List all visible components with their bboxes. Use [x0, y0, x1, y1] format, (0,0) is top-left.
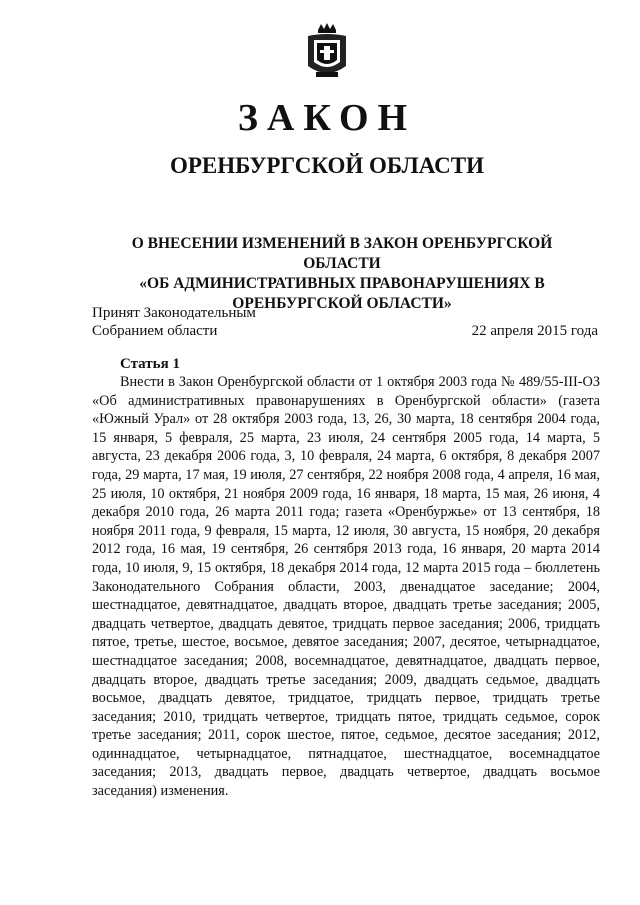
law-title: ЗАКОН: [237, 97, 417, 139]
adoption-note: [92, 304, 256, 340]
article-body: Внести в Закон Оренбургской области от 1 октября 2003 года № 489/55-III-ОЗ «Об административных правонарушениях в Оренбургской области» (газета «Южный Урал» от 28 октября 2003 года, 13, 26, 30 марта, 18 сентября 2004 года, 15 января, 5 февраля, 25 марта, 23 июля, 24 сентября 2005 года, 14 марта, 5 августа, 23 декабря 2006 года, 3, 10 февраля, 24 марта, 6 октября, 8 декабря 2007 года, 29 марта, 17 мая, 19 июля, 27 сентября, 22 ноября 2008 года, 4 апреля, 16 мая, 25 июля, 10 октября, 21 ноября 2009 года, 16 января, 18 марта, 15 мая, 26 июня, 4 декабря 2010 года, 26 марта 2011 года; газета «Оренбуржье» от 13 сентября, 18 ноября 2011 года, 9 февраля, 15 марта, 12 июля, 30 августа, 15 ноября, 20 декабря 2012 года, 16 мая, 19 сентября, 26 сентября 2013 года, 16 января, 20 марта 2014 года, 10 июля, 9, 15 октября, 18 декабря 2014 года, 12 марта 2015 года – бюллетень Законодательного Собрания области, 2003, двенадцатое заседание; 2004, шестнадцатое, девятнадцатое, двадцать второе, двадцать третье заседания; 2005, двадцать четвертое, двадцать девятое, тридцать первое заседания; 2006, тридцать пятое, третье, шестое, восьмое, девятое заседания; 2007, десятое, четырнадцатое, шестнадцатое заседания; 2008, восемнадцатое, девятнадцатое, двадцать первое, двадцать второе, двадцать третье заседания; 2009, двадцать седьмое, двадцать восьмое, двадцать девятое, тридцатое, тридцать первое, тридцать третье заседания; 2010, тридцать четвертое, тридцать пятое, тридцать седьмое, сорок третье заседания; 2011, сорок шестое, пятое, седьмое, десятое заседания; 2012, одиннадцатое, четырнадцатое, пятнадцатое, шестнадцатое, восемнадцатое заседания; 2013, двадцать первое, двадцать четвертое, двадцать восьмое заседания) изменения.: [92, 374, 600, 800]
law-subject: [92, 234, 592, 314]
adoption-line: Собранием области: [92, 323, 218, 339]
article-title: Статья 1: [120, 356, 180, 372]
subject-line: «ОБ АДМИНИСТРАТИВНЫХ ПРАВОНАРУШЕНИЯХ В: [139, 275, 545, 292]
subject-line: О ВНЕСЕНИИ ИЗМЕНЕНИЙ В ЗАКОН ОРЕНБУРГСКОЙ ОБЛАСТИ: [131, 235, 553, 272]
subject-line: ОРЕНБУРГСКОЙ ОБЛАСТИ»: [232, 295, 452, 312]
adoption-date: 22 апреля 2015 года: [471, 323, 598, 339]
region-title: ОРЕНБУРГСКОЙ ОБЛАСТИ: [169, 153, 485, 178]
adoption-line: Принят Законодательным: [92, 305, 256, 321]
coat-of-arms-emblem: [302, 22, 352, 80]
